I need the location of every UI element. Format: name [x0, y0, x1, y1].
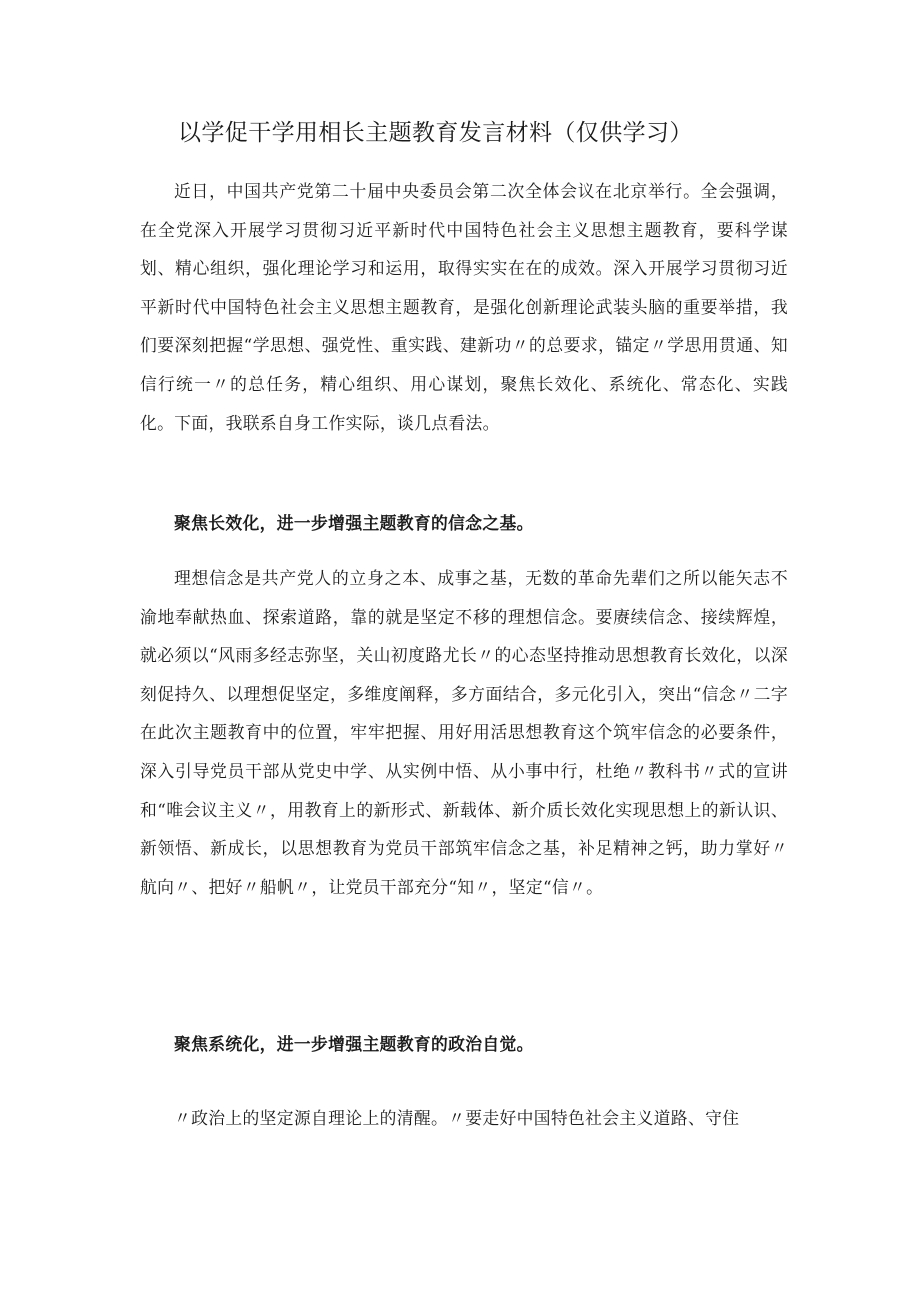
- paragraph-ideals-belief: 理想信念是共产党人的立身之本、成事之基，无数的革命先辈们之所以能矢志不渝地奉献热血、探索道路，靠的就是坚定不移的理想信念。要赓续信念、接续辉煌，就必须以“风雨多经志弥坚，关山初度路尤长〃的心态坚持推动思想教育长效化，以深刻促持久、以理想促坚定，多维度阐释，多方面结合，多元化引入，突出“信念〃二字在此次主题教育中的位置，牢牢把握、用好用活思想教育这个筑牢信念的必要条件，深入引导党员干部从党史中学、从实例中悟、从小事中行，杜绝〃教科书〃式的宣讲和“唯会议主义〃，用教育上的新形式、新载体、新介质长效化实现思想上的新认识、新领悟、新成长，以思想教育为党员干部筑牢信念之基，补足精神之钙，助力掌好〃航向〃、把好〃船帆〃，让党员干部充分“知〃，坚定“信〃。: [140, 568, 788, 897]
- paragraph-political-firmness: 〃政治上的坚定源自理论上的清醒。〃要走好中国特色社会主义道路、守住: [174, 1108, 740, 1128]
- section-heading-long-term: 聚焦长效化，进一步增强主题教育的信念之基。: [174, 513, 534, 533]
- paragraph-intro: 近日，中国共产党第二十届中央委员会第二次全体会议在北京举行。全会强调，在全党深入开展学习贯彻习近平新时代中国特色社会主义思想主题教育，要科学谋划、精心组织，强化理论学习和运用，取得实实在在的成效。深入开展学习贯彻习近平新时代中国特色社会主义思想主题教育，是强化创新理论武装头脑的重要举措，我们要深刻把握“学思想、强党性、重实践、建新功〃的总要求，锚定〃学思用贯通、知信行统一〃的总任务，精心组织、用心谋划，聚焦长效化、系统化、常态化、实践化。下面，我联系自身工作实际，谈几点看法。: [140, 181, 788, 433]
- section-heading-systematic: 聚焦系统化，进一步增强主题教育的政治自觉。: [174, 1034, 534, 1054]
- document-title: 以学促干学用相长主题教育发言材料（仅供学习）: [178, 120, 693, 146]
